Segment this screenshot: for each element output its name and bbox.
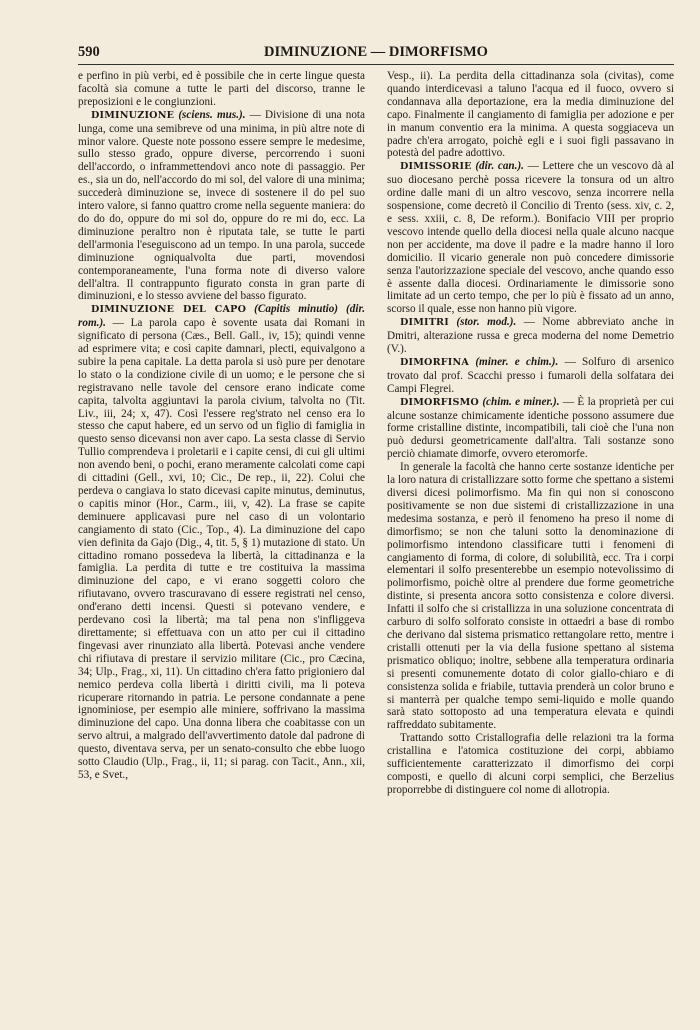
running-header	[78, 44, 674, 64]
entry-dimissorie	[387, 160, 674, 316]
entry-headword: DIMINUZIONE	[91, 109, 175, 121]
paragraph	[78, 70, 365, 109]
entry-text: — Nome abbreviato anche in Dmitri, alterazione russa e greca moderna del nome Demetrio (V.).	[387, 316, 674, 356]
paragraph	[387, 732, 674, 797]
running-title: DIMINUZIONE — DIMORFISMO	[264, 44, 488, 60]
right-column	[387, 70, 674, 797]
entry-text: — Lettere che un vescovo dà al suo diocesano perchè possa ricevere la tonsura od un altro ordine dalle mani di un altro vescovo, senza incorrere nella sospensione, come decretò il Concilio di Trento (sess. xiv, c. 2, e sess. xxiii, c. 8, De reform.). Bonifacio VIII per proprio vescovo intende quello della diocesi nella quale alcuno nacque non per accidente, ma dove il padre e la madre hanno il loro domicilio. Il vicario generale non può concedere dimissorie senza l'autorizzazione speciale del vescovo, anche quando esso è assente dalla diocesi. Ordinariamente le dimissorie sono limitate ad un certo tempo, che per lo più è fissato ad un anno, scorso il quale, esse non hanno più vigore.	[387, 160, 674, 316]
entry-dimorfina	[387, 356, 674, 396]
paragraph	[387, 70, 674, 160]
page-number: 590	[78, 44, 100, 60]
entry-dimorfismo	[387, 396, 674, 462]
paragraph-text: e perfino in più verbi, ed è possibile che in certe lingue questa facoltà sia comune a tutte le parti del discorso, tranne le preposizioni e le congiunzioni.	[78, 70, 365, 108]
entry-headword: DIMORFINA	[400, 356, 470, 368]
entry-headword: DIMISSORIE	[400, 161, 472, 173]
entry-text: — È la proprietà per cui alcune sostanze chimicamente identiche possono assumere due forme cristalline distinte, incompatibili, tali cioè che l'una non può dedursi geometricamente dall'altra. Tali sostanze sono perciò chiamate dimorfe, ovvero eteromorfe.	[387, 395, 674, 461]
entry-text: — Solfuro di arsenico trovato dal prof. Scacchi presso i fumaroli della solfatara dei Campi Flegrei.	[387, 355, 674, 395]
entry-diminuzione	[78, 109, 365, 304]
entry-field-tag: (stor. mod.).	[456, 316, 517, 329]
entry-headword: DIMORFISMO	[400, 396, 479, 408]
header-rule	[78, 64, 674, 65]
entry-field-tag: (Capitis minutio) (dir. rom.).	[78, 303, 365, 330]
entry-field-tag: (sciens. mus.).	[178, 108, 246, 121]
entry-dimitri	[387, 316, 674, 356]
entry-diminuzione-del-capo	[78, 303, 365, 782]
paragraph-text: Trattando sotto Cristallografia delle relazioni tra la forma cristallina e l'atomica costituzione dei corpi, abbiamo sufficientemente caratterizzato il dimorfismo dei corpi composti, e quello di alcuni corpi semplici, che Berzelius proporrebbe di distinguere col nome di allotropia.	[387, 732, 674, 796]
entry-text: — Divisione di una nota lunga, come una semibreve od una minima, in più altre note di minor valore. Queste note possono essere sempre le medesime, sullo stesso grado, oppure diverse, percorrendo i suoni dell'accordo, o inframmettendovi anco note di passaggio. Per es., sia un do, nell'accordo do mi sol, del valore di una minima; succederà diminuzione se, invece di sostenere il do pel suo intero valore, si fanno quattro crome nella seguente maniera: do do do do, oppure do mi sol do, oppure do re mi do, ecc. La diminuzione peraltro non è riputata tale, se tutte le parti dell'armonia l'eseguiscono ad un tempo. In una parola, succede diminuzione ogniqualvolta due parti, movendosi contemporaneamente, l'una forma note di diverso valore dell'altra. Il contrappunto figurato consta in gran parte di diminuzioni, e lo stesso avviene del basso figurato.	[78, 108, 365, 303]
entry-field-tag: (miner. e chim.).	[475, 355, 559, 368]
left-column	[78, 70, 365, 782]
entry-headword: DIMITRI	[400, 317, 449, 329]
entry-field-tag: (dir. can.).	[475, 160, 524, 173]
entry-headword: DIMINUZIONE DEL CAPO	[91, 304, 247, 316]
paragraph	[387, 461, 674, 732]
entry-text: — La parola capo è sovente usata dai Romani in significato di persona (Cæs., Bell. Gall., iv, 15); quindi venne ad esprimere vita; e così capite damnari, plecti, equivalgono a subire la pena capitale. La detta parola si usò pure per denotare lo stato o la condizione civile di un uomo; e le persone che si registravano nelle tavole del censore erano indicate come capita, talvolta aggiuntavi la parola civium, talvolta no (Tit. Liv., iii, 24; x, 47). Così l'essere reg'strato nel censo era lo stesso che caput habere, ed un servo od un figlio di famiglia in questo senso dicevansi non aver capo. La sesta classe di Servio Tullio comprendeva i proletarii e i capite censi, di cui gli ultimi non avendo beni, o pochi, erano meramente calcolati come capi di cittadini (Gell., xvi, 10; Cic., De rep., ii, 22). Colui che perdeva o cangiava lo stato dicevasi capite minutus, deminutus, o capitis minor (Hor., Carm., iii, v, 42). La frase se capite deminuere applicavasi pure nel caso di un volontario cangiamento di stato (Cic., Top., 4). La diminuzione del capo vien definita da Gajo (Dig., 4, tit. 5, § 1) mutazione di stato. Un cittadino romano possedeva la libertà, la cittadinanza e la famiglia. La perdita di tutte e tre costituiva la massima diminuzione del capo, e vi erano soggetti coloro che rifiutavano, ovvero trascuravano di essere registrati nel censo, ond'erano detti incensi. Questi si potevano vendere, e perdevano così la libertà; ma tal pena non s'infliggeva direttamente; si effettuava con un atto per cui il cittadino fingevasi aver rinunziato alla libertà. Potevasi anche vendere chi rifiutava di prestare il servizio militare (Cic., pro Cæcina, 34; Ulp., Frag., xi, 11). Un cittadino ch'era fatto prigioniero dal nemico perdeva colla libertà i diritti civili, ma li poteva ricuperare ritornando in patria. Le persone condannate a pene ignominiose, per esempio alle miniere, soffrivano la massima diminuzione del capo. Una donna libera che coabitasse con un servo altrui, a malgrado dell'avvertimento datole dal padrone di questo, diventava serva, per un senato-consulto che ebbe luogo sotto Claudio (Ulp., Frag., ii, 11; si parag. con Tacit., Ann., xii, 53, e Svet.,	[78, 317, 365, 781]
paragraph-text: Vesp., ii). La perdita della cittadinanza sola (civitas), come quando interdicevasi a taluno l'acqua ed il fuoco, ovvero si condannava alla deportazione, era la media diminuzione del capo. Finalmente il cangiamento di famiglia per adozione e per in manum conventio era la minima. A questa soggiaceva un padre ch'era arrogato, poichè egli e i suoi figli passavano in potestà del padre adottivo.	[387, 70, 674, 160]
entry-field-tag: (chim. e miner.).	[482, 395, 560, 408]
paragraph-text: In generale la facoltà che hanno certe sostanze identiche per la loro natura di cristallizzare sotto forme che spettano a sistemi diversi dicesi polimorfismo. Ma fin qui non si conoscono positivamente se non due sistemi di cristallizzazione in una medesima sostanza, e però il fenomeno ha preso il nome di dimorfismo; se non che taluni sotto la denominazione di polimorfismo intendono classificare tutti i fenomeni di cangiamento di forma, di colore, di solubilità, ecc. Tra i corpi elementari il solfo presenterebbe un esempio notevolissimo di polimorfismo, poichè oltre al prendere due forme geometriche distinte, si presenta ancora sotto consistenza e colore diversi. Infatti il solfo che si cristallizza in una soluzione concentrata di carburo di solfo solforato consiste in ottaedri a base di rombo che derivano dal sistema prismatico rettangolare retto, mentre i cristalli ottenuti per la via della fusione spettano al sistema prismatico obliquo; inoltre, sebbene alla temperatura ordinaria si presenti comunemente dotato di color giallo-chiaro e di consistenza solida e friabile, tuttavia prenderà un color bruno e si manterrà per qualche tempo semi-liquido e molle quando sarà stato sottoposto ad una temperatura elevata e quindi raffreddato subitamente.	[387, 461, 674, 732]
